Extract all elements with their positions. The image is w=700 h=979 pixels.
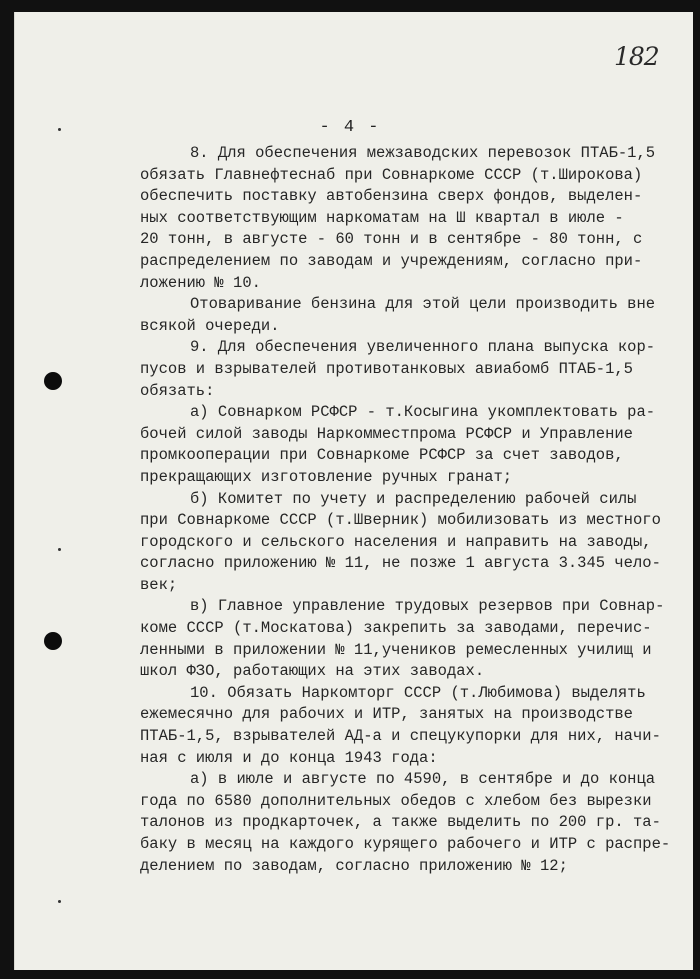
text-line: прекращающих изготовление ручных гранат; (140, 467, 513, 486)
text-line: промкооперации при Совнаркоме РСФСР за счет заводов, (140, 446, 624, 465)
text-line: 20 тонн, в августе - 60 тонн и в сентябре - 80 тонн, с (140, 230, 643, 249)
text-line: городского и сельского населения и направить на заводы, (140, 532, 652, 551)
text-line: век; (140, 575, 178, 594)
text-line: делением по заводам, согласно приложению № 12; (140, 856, 568, 875)
text-line: всякой очереди. (140, 316, 280, 335)
punch-hole-bottom (44, 632, 62, 650)
text-line: согласно приложению № 11, не позже 1 августа 3.345 чело- (140, 554, 661, 573)
text-line: коме СССР (т.Москатова) закрепить за заводами, перечис- (140, 619, 652, 638)
text-line: бaку в месяц на каждого курящего рабочего и ИТР с распре- (140, 835, 671, 853)
text-line: обязать: (140, 381, 215, 400)
text-line: бочей силой заводы Наркомместпрома РСФСР и Управление (140, 424, 633, 443)
text-line: при Совнаркоме СССР (т.Шверник) мобилизовать из местного (140, 511, 661, 530)
text-line: 9. Для обеспечения увеличенного плана выпуска кор- (190, 338, 656, 357)
text-line: б) Комитет по учету и распределению рабочей силы (190, 489, 637, 508)
text-line: ежемесячно для рабочих и ИТР, занятых на производстве (140, 705, 633, 724)
document-body (140, 143, 671, 877)
text-line: года по 6580 дополнительных обедов с хлебом без вырезки (140, 791, 652, 810)
punch-hole-top (44, 372, 62, 390)
text-line: в) Главное управление трудовых резервов при Совнар- (190, 597, 665, 616)
margin-dot (58, 548, 61, 551)
text-line: а) Совнарком РСФСР - т.Косыгина укомплектовать ра- (190, 403, 656, 422)
text-line: распределением по заводам и учреждениям, согласно при- (140, 251, 643, 270)
text-line: 8. Для обеспечения межзаводских перевозок ПТАБ-1,5 (190, 144, 656, 162)
margin-dot (58, 900, 61, 903)
text-line: ленными в приложении № 11,учеников ремесленных училищ и (140, 640, 652, 659)
text-line: ных соответствующим наркоматам на Ш квартал в июле - (140, 208, 624, 227)
text-line: Отоваривание бензина для этой цели производить вне (190, 295, 656, 314)
text-line: пусов и взрывателей противотанковых авиабомб ПТАБ-1,5 (140, 359, 633, 378)
text-line: школ ФЗО, работающих на этих заводах. (140, 662, 485, 681)
text-line: ПТАБ-1,5, взрывателей АД-а и спецукупорки для них, начи- (140, 727, 661, 746)
folio-number: 182 (614, 42, 659, 71)
text-line: обязать Главнефтеснаб при Совнаркоме СССР (т.Широкова) (140, 165, 643, 184)
text-line: а) в июле и августе по 4590, в сентябре и до конца (190, 770, 656, 789)
text-line: 10. Обязать Наркомторг СССР (т.Любимова) выделять (190, 683, 646, 702)
page-number: - 4 - (319, 118, 381, 137)
text-line: талонов из продкарточек, а также выделить по 200 гр. та- (140, 813, 661, 832)
text-line: обеспечить поставку автобензина сверх фондов, выделен- (140, 187, 643, 206)
text-line: ная с июля и до конца 1943 года: (140, 748, 438, 767)
text-line: ложению № 10. (140, 273, 261, 292)
